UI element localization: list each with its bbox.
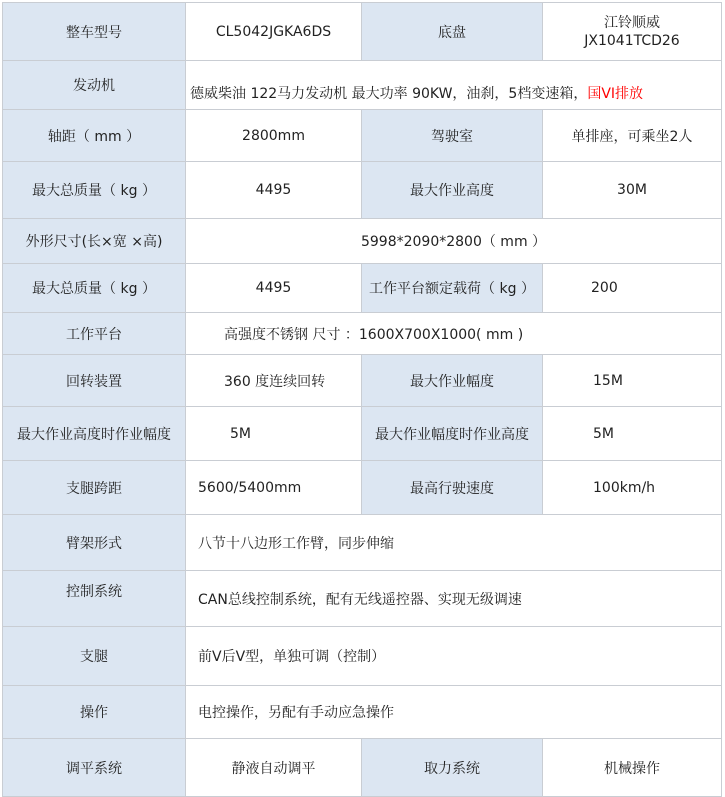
model-value: CL5042JGKA6DS [186,3,362,61]
platform-label: 工作平台 [3,313,186,355]
chassis-label: 底盘 [362,3,543,61]
max-reach-value: 15M [543,355,722,407]
engine-label: 发动机 [3,61,186,110]
leveling-value: 静液自动调平 [186,739,362,797]
engine-spec: 德威柴油 122马力发动机 最大功率 90KW，油刹，5档变速箱， [190,86,588,102]
pto-value: 机械操作 [543,739,722,797]
outrigger-label: 支腿 [3,627,186,686]
table-row [3,686,722,739]
dimensions-label: 外形尺寸(长×宽 ×高) [3,219,186,264]
gross-mass-2-label: 最大总质量（ kg ） [3,264,186,313]
leveling-label: 调平系统 [3,739,186,797]
reach-at-max-height-value: 5M [186,407,362,461]
cab-label: 驾驶室 [362,110,543,162]
table-row [3,407,722,461]
spec-table [2,2,722,797]
height-at-max-reach-value: 5M [543,407,722,461]
engine-value [186,61,722,110]
dimensions-value: 5998*2090*2800（ mm ） [186,219,722,264]
platform-load-label: 工作平台额定载荷（ kg ） [362,264,543,313]
table-row [3,313,722,355]
reach-at-max-height-label: 最大作业高度时作业幅度 [3,407,186,461]
wheelbase-label: 轴距（ mm ） [3,110,186,162]
table-row [3,739,722,797]
max-speed-value: 100km/h [543,461,722,515]
max-reach-label: 最大作业幅度 [362,355,543,407]
platform-load-value: 200 [543,264,722,313]
cab-value: 单排座，可乘坐2人 [543,110,722,162]
chassis-model: JX1041TCD26 [584,32,680,49]
chassis-value [543,3,722,61]
outrigger-value: 前V后V型，单独可调（控制） [186,627,722,686]
slewing-label: 回转装置 [3,355,186,407]
table-row [3,515,722,571]
max-height-label: 最大作业高度 [362,162,543,219]
table-row [3,355,722,407]
wheelbase-value: 2800mm [186,110,362,162]
slewing-value: 360 度连续回转 [186,355,362,407]
operation-label: 操作 [3,686,186,739]
max-height-value: 30M [543,162,722,219]
outrigger-span-value: 5600/5400mm [186,461,362,515]
gross-mass-value: 4495 [186,162,362,219]
gross-mass-2-value: 4495 [186,264,362,313]
table-row [3,61,722,110]
table-row [3,219,722,264]
platform-value: 高强度不锈钢 尺寸 ：1600X700X1000( mm ) [186,313,722,355]
control-value: CAN总线控制系统，配有无线遥控器、实现无级调速 [186,571,722,627]
boom-label: 臂架形式 [3,515,186,571]
table-row [3,571,722,627]
chassis-brand: 江铃顺威 [604,14,660,31]
table-row [3,162,722,219]
table-row [3,627,722,686]
table-row [3,264,722,313]
table-row [3,3,722,61]
pto-label: 取力系统 [362,739,543,797]
outrigger-span-label: 支腿跨距 [3,461,186,515]
emission-standard: 国VI排放 [587,86,644,102]
control-label: 控制系统 [3,571,186,627]
height-at-max-reach-label: 最大作业幅度时作业高度 [362,407,543,461]
gross-mass-label: 最大总质量（ kg ） [3,162,186,219]
max-speed-label: 最高行驶速度 [362,461,543,515]
operation-value: 电控操作，另配有手动应急操作 [186,686,722,739]
boom-value: 八节十八边形工作臂，同步伸缩 [186,515,722,571]
model-label: 整车型号 [3,3,186,61]
table-row [3,461,722,515]
table-row [3,110,722,162]
